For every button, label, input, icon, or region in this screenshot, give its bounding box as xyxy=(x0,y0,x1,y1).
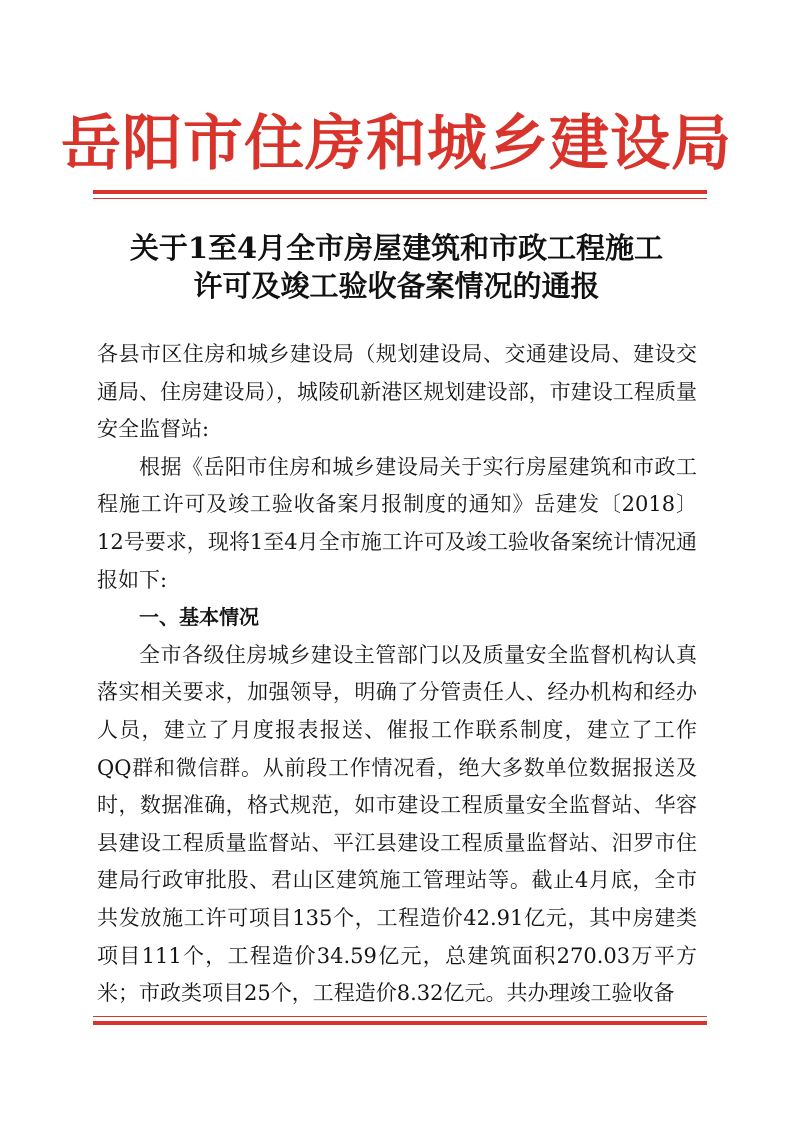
document-title-line1: 关于1至4月全市房屋建筑和市政工程施工 xyxy=(129,231,664,265)
red-rule-top-thick xyxy=(93,190,707,194)
document-title-line2: 许可及竣工验收备案情况的通报 xyxy=(193,269,600,303)
red-rule-top-thin xyxy=(93,198,707,199)
masthead-title: 岳阳市住房和城乡建设局 xyxy=(61,109,732,179)
red-rule-bottom-thick xyxy=(93,1021,707,1025)
addressee-paragraph: 各县市区住房和城乡建设局（规划建设局、交通建设局、建设交通局、住房建设局），城陵矶新港区规划建设部，市建设工程质量安全监督站: xyxy=(97,342,697,442)
red-rule-bottom-thin xyxy=(93,1016,707,1017)
document-body xyxy=(97,336,697,1013)
section-heading: 一、基本情况 xyxy=(139,605,259,630)
section-body-paragraph: 全市各级住房城乡建设主管部门以及质量安全监督机构认真落实相关要求，加强领导，明确了分管责任人、经办机构和经办人员，建立了月度报表报送、催报工作联系制度，建立了工作QQ群和微信群。从前段工作情况看，绝大多数单位数据报送及时，数据准确，格式规范，如市建设工程质量安全监督站、华容县建设工程质量监督站、平江县建设工程质量监督站、汨罗市住建局行政审批股、君山区建筑施工管理站等。截止4月底，全市共发放施工许可项目135个，工程造价42.91亿元，其中房建类项目111个，工程造价34.59亿元，总建筑面积270.03万平方米；市政类项目25个，工程造价8.32亿元。共办理竣工验收备 xyxy=(97,642,697,1006)
intro-paragraph: 根据《岳阳市住房和城乡建设局关于实行房屋建筑和市政工程施工许可及竣工验收备案月报制度的通知》岳建发〔2018〕12号要求，现将1至4月全市施工许可及竣工验收备案统计情况通报如下: xyxy=(97,454,697,592)
